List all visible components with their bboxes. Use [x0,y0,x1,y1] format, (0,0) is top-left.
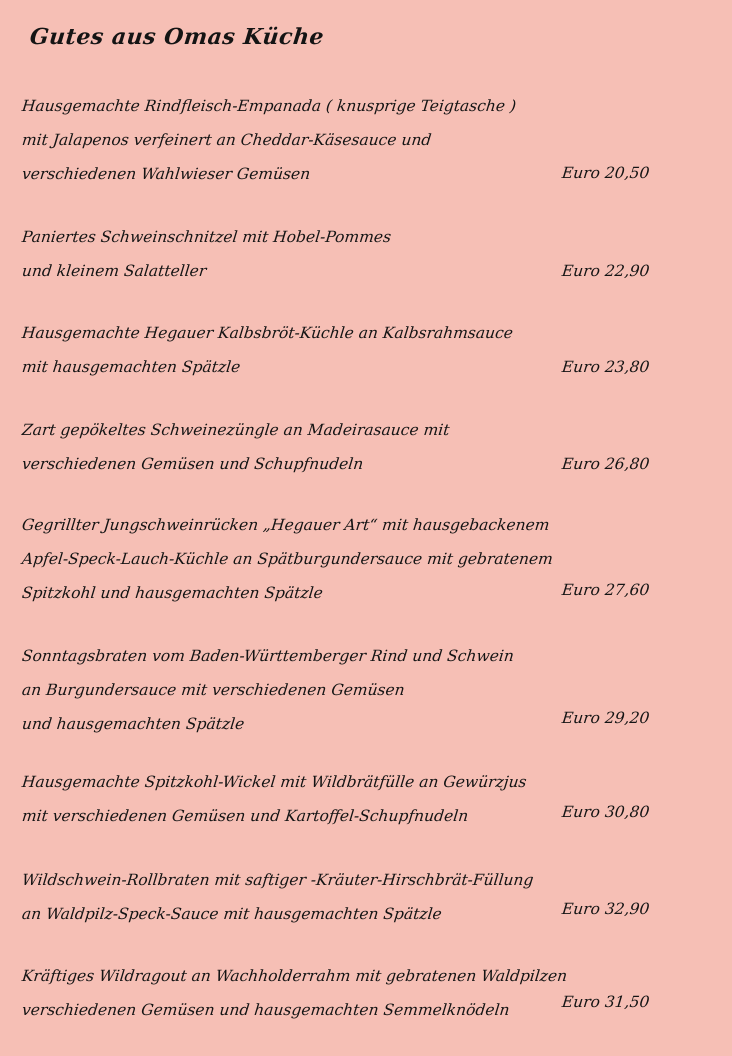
menu-item-price: Euro 32,90 [561,900,651,918]
menu-item-price: Euro 30,80 [561,803,651,821]
menu-item-price: Euro 22,90 [561,262,651,280]
menu-item-line: Zart gepökeltes Schweinezüngle an Madeirasauce mit [21,421,451,439]
menu-item-line: Gegrillter Jungschweinrücken „Hegauer Art“ mit hausgebackenem [21,516,551,534]
menu-item-line: mit hausgemachten Spätzle [21,358,242,376]
menu-item-price: Euro 27,60 [561,581,651,599]
menu-item [22,413,702,481]
menu-item-price: Euro 29,20 [561,709,651,727]
menu-item-price: Euro 26,80 [561,455,651,473]
menu-item-line: mit Jalapenos verfeinert an Cheddar-Käsesauce und [21,131,433,149]
menu-item [22,508,702,610]
menu-item-line: Hausgemachte Spitzkohl-Wickel mit Wildbrätfülle an Gewürzjus [21,773,528,791]
menu-item-line: Sonntagsbraten vom Baden-Württemberger Rind und Schwein [21,647,515,665]
menu-item-line: Spitzkohl und hausgemachten Spätzle [21,584,324,602]
menu-item-line: an Burgundersauce mit verschiedenen Gemüsen [21,681,406,699]
menu-item-price: Euro 31,50 [561,993,651,1011]
menu-item [22,316,702,384]
menu-item-line: verschiedenen Gemüsen und hausgemachten Semmelknödeln [21,1001,511,1019]
menu-item-line: an Waldpilz-Speck-Sauce mit hausgemachten Spätzle [21,905,443,923]
menu-item-line: Kräftiges Wildragout an Wachholderrahm mit gebratenen Waldpilzen [21,967,569,985]
menu-item-line: Wildschwein-Rollbraten mit saftiger -Kräuter-Hirschbrät-Füllung [21,871,535,889]
menu-item [22,863,702,931]
menu-item [22,220,702,288]
menu-item-line: verschiedenen Gemüsen und Schupfnudeln [21,455,365,473]
menu-item-line: verschiedenen Wahlwieser Gemüsen [21,165,312,183]
menu-item-line: mit verschiedenen Gemüsen und Kartoffel-Schupfnudeln [21,807,470,825]
menu-item [22,89,702,191]
menu-item [22,639,702,741]
menu-item-price: Euro 20,50 [561,164,651,182]
menu-title: Gutes aus Omas Küche [28,24,326,50]
menu-item-line: und kleinem Salatteller [21,262,208,280]
menu-item-price: Euro 23,80 [561,358,651,376]
menu-item-line: und hausgemachten Spätzle [21,715,246,733]
menu-item [22,959,702,1027]
menu-item-line: Hausgemachte Hegauer Kalbsbröt-Küchle an Kalbsrahmsauce [21,324,514,342]
menu-item [22,765,702,833]
menu-item-line: Hausgemachte Rindfleisch-Empanada ( knusprige Teigtasche ) [21,97,518,115]
menu-item-line: Paniertes Schweinschnitzel mit Hobel-Pommes [21,228,393,246]
menu-item-line: Apfel-Speck-Lauch-Küchle an Spätburgundersauce mit gebratenem [21,550,554,568]
